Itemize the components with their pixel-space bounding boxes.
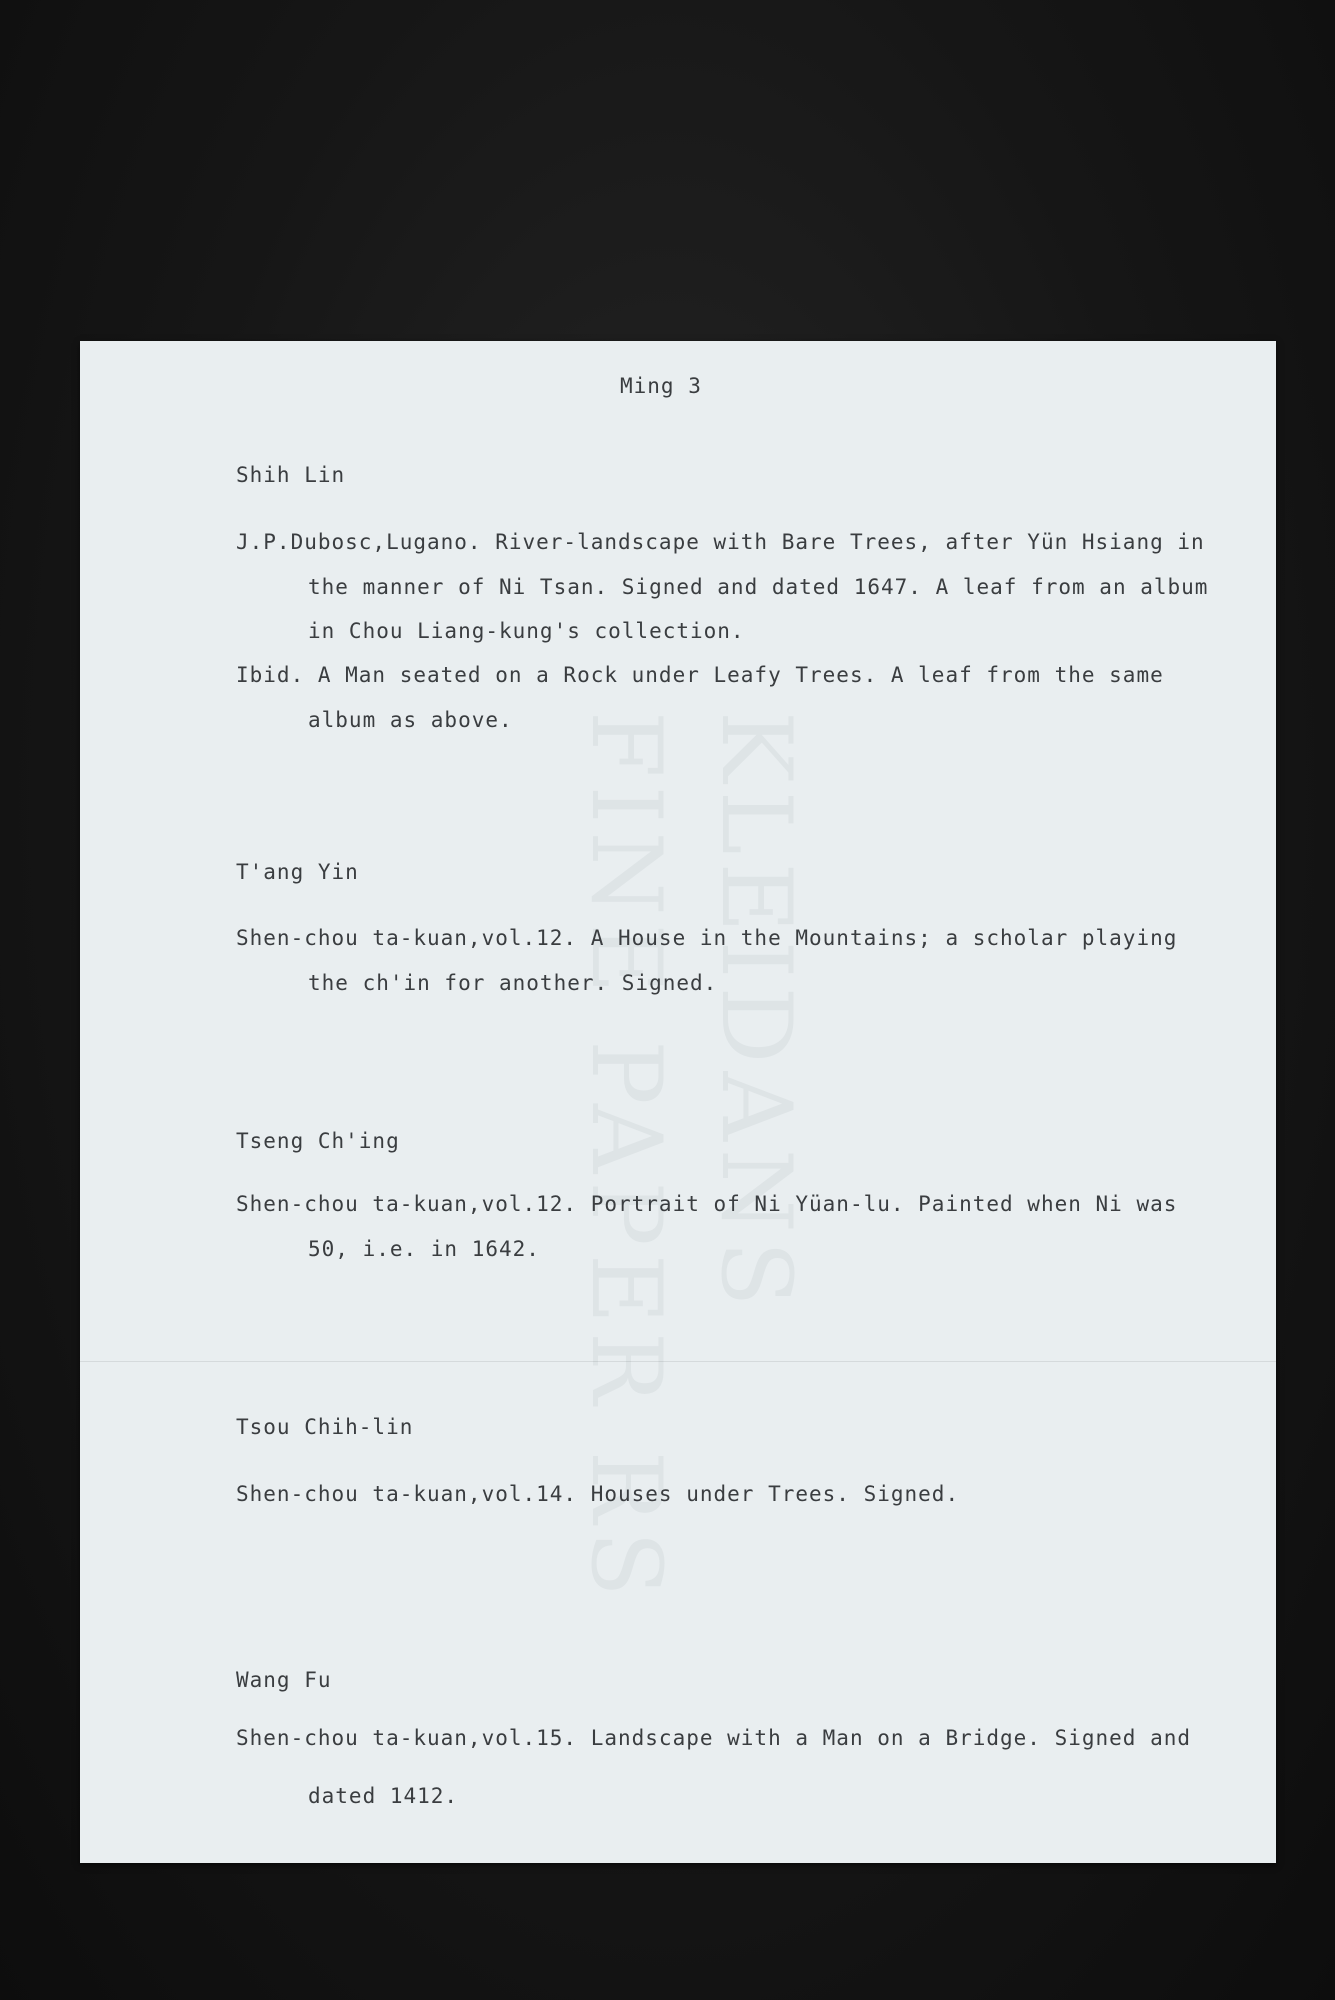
entry-line: the ch'in for another. Signed. [308, 971, 718, 995]
artist-heading: Wang Fu [236, 1668, 332, 1692]
entry-line: Shen-chou ta-kuan,vol.15. Landscape with a Man on a Bridge. Signed and [236, 1726, 1192, 1750]
typed-page [80, 341, 1276, 1863]
entry-line: Shen-chou ta-kuan,vol.12. Portrait of Ni Yüan-lu. Painted when Ni was [236, 1192, 1178, 1216]
entry-line: dated 1412. [308, 1784, 459, 1808]
paper-fold-line [80, 1361, 1276, 1362]
watermark-line: FINE PAPER RS [570, 711, 682, 1605]
entry-line: 50, i.e. in 1642. [308, 1237, 540, 1261]
entry-line: J.P.Dubosc,Lugano. River-landscape with Bare Trees, after Yün Hsiang in [236, 530, 1205, 554]
entry-line: Shen-chou ta-kuan,vol.14. Houses under Trees. Signed. [236, 1482, 960, 1506]
artist-heading: Tsou Chih-lin [236, 1415, 414, 1439]
entry-line: Shen-chou ta-kuan,vol.12. A House in the Mountains; a scholar playing [236, 926, 1178, 950]
page-header: Ming 3 [620, 374, 702, 398]
entry-line: in Chou Liang-kung's collection. [308, 619, 745, 643]
entry-line: Ibid. A Man seated on a Rock under Leafy Trees. A leaf from the same [236, 663, 1164, 687]
entry-line: the manner of Ni Tsan. Signed and dated 1647. A leaf from an album [308, 575, 1209, 599]
paper-watermark [540, 711, 960, 1863]
entry-line: album as above. [308, 708, 513, 732]
artist-heading: Tseng Ch'ing [236, 1129, 400, 1153]
artist-heading: Shih Lin [236, 463, 346, 487]
watermark-line: KLEIDANS [700, 711, 812, 1315]
artist-heading: T'ang Yin [236, 860, 359, 884]
